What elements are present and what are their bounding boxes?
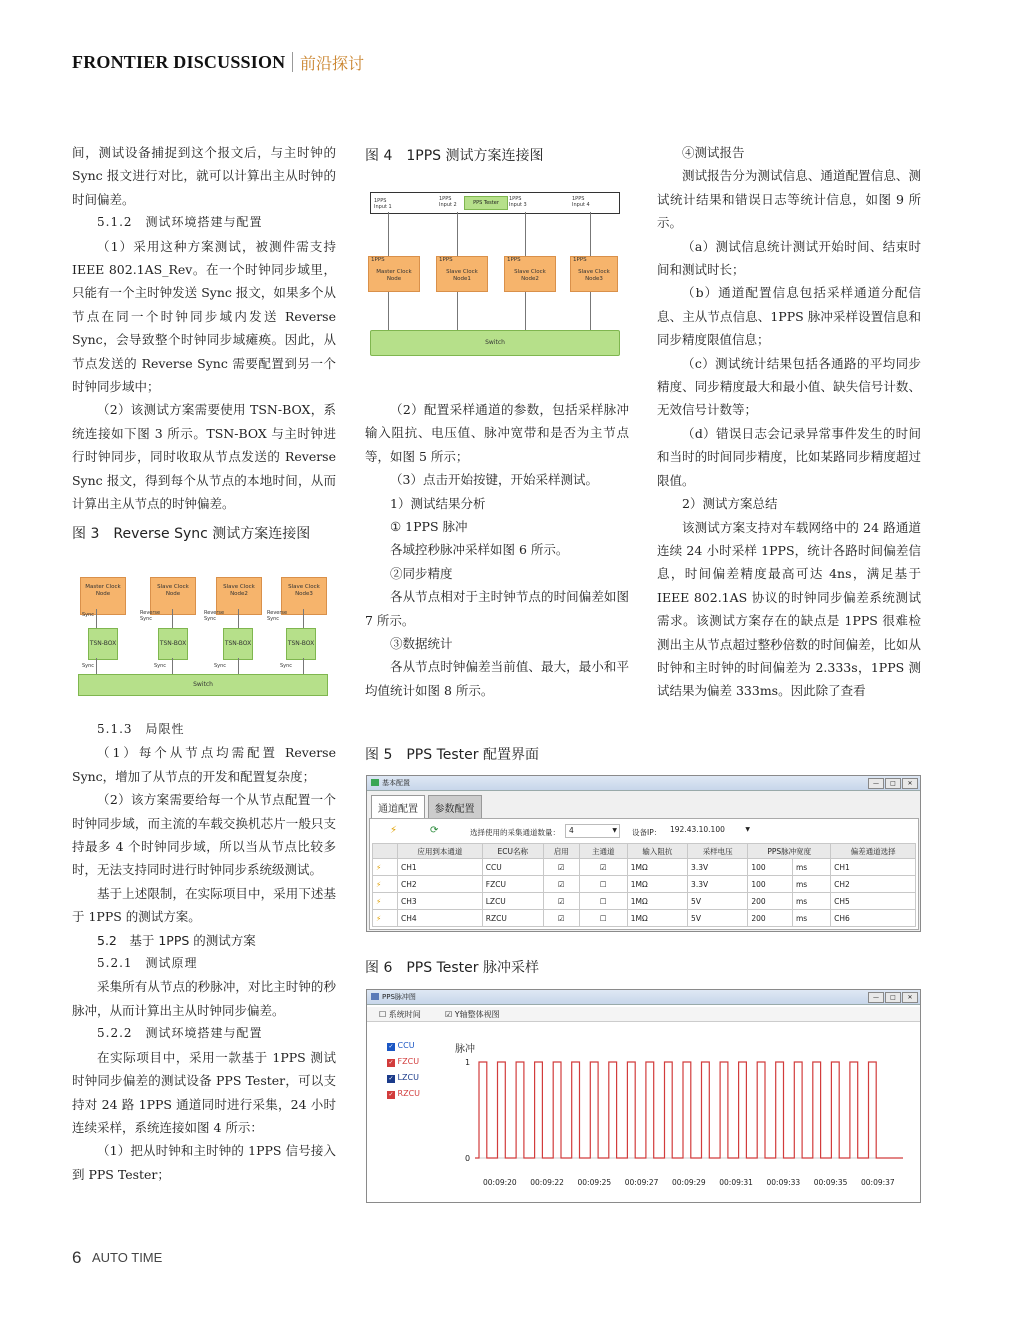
select-cell[interactable]: 3.3V <box>688 876 748 893</box>
reverse-sync-label: Reverse Sync <box>140 610 161 622</box>
paragraph: 各域控秒脉冲采样如图 6 所示。 <box>390 542 569 558</box>
x-tick: 00:09:31 <box>719 1178 753 1187</box>
checkbox-system-time[interactable]: ☐ 系统时间 <box>379 1010 421 1019</box>
sync-label: Sync <box>214 663 227 669</box>
lightning-icon[interactable]: ⚡ <box>373 859 398 876</box>
connector <box>457 212 458 256</box>
input-label: 1PPS Input 1 <box>374 198 392 210</box>
y-tick: 0 <box>465 1154 471 1163</box>
select-cell[interactable]: 3.3V <box>688 859 748 876</box>
column-header: 应用到本通道 <box>398 844 483 859</box>
paragraph: （3）点击开始按键，开始采样测试。 <box>390 472 598 488</box>
cell: CH3 <box>398 893 483 910</box>
reverse-sync-label: Reverse Sync <box>204 610 225 622</box>
pps-label: 1PPS <box>507 257 521 263</box>
minimize-button[interactable]: — <box>868 992 884 1003</box>
pps-label: 1PPS <box>371 257 385 263</box>
device-ip-label: 设备IP： <box>632 828 662 837</box>
column-header: 启用 <box>543 844 579 859</box>
tsn-box: TSN-BOX <box>88 628 118 660</box>
table-row[interactable] <box>373 910 916 927</box>
maximize-button[interactable]: □ <box>885 778 901 789</box>
input-label: 1PPS Input 2 <box>439 196 457 208</box>
paragraph: （1）把从时钟和主时钟的 1PPS 信号接入到 PPS Tester； <box>72 1143 336 1182</box>
channel-table <box>372 843 916 927</box>
checkbox-label: 系统时间 <box>388 1010 421 1019</box>
checkbox[interactable]: ☑ <box>579 859 627 876</box>
window-titlebar <box>367 776 920 791</box>
window-titlebar <box>367 990 920 1005</box>
column-header: 偏差通道选择 <box>831 844 916 859</box>
select-value: 4 <box>569 826 574 835</box>
maximize-button[interactable]: □ <box>885 992 901 1003</box>
figure-6-caption: 图 6 PPS Tester 脉冲采样 <box>365 960 539 976</box>
node-label: Slave Clock Node2 <box>223 584 255 597</box>
y-tick: 1 <box>465 1058 471 1067</box>
select-cell[interactable]: 1MΩ <box>627 859 687 876</box>
legend-label: LZCU <box>397 1073 419 1082</box>
column-header: 主通道 <box>579 844 627 859</box>
paragraph: 各从节点时钟偏差当前值、最大，最小和平均值统计如图 8 所示。 <box>365 659 629 698</box>
table-header <box>373 844 916 859</box>
x-tick: 00:09:25 <box>577 1178 612 1187</box>
pulse-chart <box>475 1050 903 1170</box>
options-bar <box>367 1007 920 1022</box>
select-cell[interactable]: 5V <box>688 910 748 927</box>
node-label: Master Clock Node <box>376 269 412 282</box>
select-cell[interactable]: 5V <box>688 893 748 910</box>
sync-label: Sync <box>280 663 293 669</box>
figure-4-caption: 图 4 1PPS 测试方案连接图 <box>365 148 544 164</box>
connector <box>96 609 97 629</box>
slave-clock-node-3 <box>281 577 327 615</box>
switch-box: Switch <box>370 330 620 356</box>
legend-label: CCU <box>397 1041 415 1050</box>
channel-count-label: 选择使用的采集通道数量： <box>470 828 560 837</box>
node-label: Slave Clock Node <box>157 584 189 597</box>
column-3 <box>657 141 921 703</box>
paragraph: 各从节点相对于主时钟节点的时间偏差如图 7 所示。 <box>365 589 629 628</box>
node-label: Slave Clock Node2 <box>514 269 546 282</box>
node-label: Slave Clock Node3 <box>288 584 320 597</box>
checkbox[interactable]: ☐ <box>579 876 627 893</box>
pps-tester-label: PPS Tester <box>464 196 508 210</box>
close-button[interactable]: ✕ <box>902 992 918 1003</box>
paragraph: 该测试方案支持对车载网络中的 24 路通道连续 24 小时采样 1PPS，统计各路时间偏差信息，时间偏差精度最高可达 4ns，满足基于 IEEE 802.1AS 协议的时钟同步偏差系统测试需求。该测试方案存在的缺点是 1PPS 很难检测出主从节点超过整秒倍数的时间偏差，比如从时钟和主时钟的时间偏差为 2.333s，1PPS 测试结果为偏差 333ms。因此除了查看 <box>657 519 921 699</box>
sync-label: Sync <box>82 663 95 669</box>
pulse-window <box>366 989 921 1203</box>
tsn-box: TSN-BOX <box>223 628 253 660</box>
input-label: 1PPS Input 4 <box>572 196 590 208</box>
slave-clock-node-2 <box>504 256 556 292</box>
legend-item[interactable] <box>387 1086 420 1102</box>
section-header-en: FRONTIER DISCUSSION <box>72 52 286 72</box>
select-cell[interactable]: ms <box>792 859 830 876</box>
checkbox[interactable]: ✓ <box>388 1091 394 1098</box>
lightning-icon[interactable]: ⚡ <box>373 876 398 893</box>
x-tick: 00:09:37 <box>861 1178 895 1187</box>
table-row[interactable] <box>373 893 916 910</box>
paragraph: （1）每个从节点均需配置 Reverse Sync，增加了从节点的开发和配置复杂度； <box>72 745 336 784</box>
tab-bar <box>371 795 482 817</box>
figure-3-diagram <box>78 564 330 700</box>
checkbox[interactable]: ☐ <box>579 910 627 927</box>
close-button[interactable]: ✕ <box>902 778 918 789</box>
checkbox-y-axis-view[interactable]: ☑ Y轴整体视图 <box>445 1010 500 1019</box>
cell: CH4 <box>398 910 483 927</box>
figure-4-diagram <box>368 190 620 358</box>
subsection-heading: 5.2.1 测试原理 <box>97 956 198 971</box>
x-tick: 00:09:35 <box>813 1178 848 1187</box>
legend-label: RZCU <box>397 1089 421 1098</box>
checkbox[interactable]: ✓ <box>388 1059 394 1066</box>
window-title: PPS脉冲图 <box>382 993 416 1001</box>
legend-item[interactable] <box>387 1070 420 1086</box>
cell[interactable]: RZCU <box>482 910 543 927</box>
refresh-icon[interactable]: ⟳ <box>430 825 439 836</box>
paragraph: （2）该方案需要给每一个从节点配置一个时钟同步域，而主流的车载交换机芯片一般只支持最多 4 个时钟同步域，所以当从节点比较多时，无法支持同时进行时钟同步系统级测试。 <box>72 792 336 878</box>
figure-5-caption: 图 5 PPS Tester 配置界面 <box>365 747 539 763</box>
select-cell[interactable]: 1MΩ <box>627 876 687 893</box>
x-tick: 00:09:27 <box>624 1178 659 1187</box>
header-divider <box>292 52 293 72</box>
connector <box>303 609 304 629</box>
paragraph: （2）配置采样通道的参数，包括采样脉冲输入阻抗、电压值、脉冲宽带和是否为主节点等，如图 5 所示； <box>365 402 629 464</box>
connector <box>96 658 97 674</box>
cell: CH2 <box>398 876 483 893</box>
column-2 <box>365 398 629 702</box>
connector <box>525 212 526 256</box>
switch-box: Switch <box>78 674 328 696</box>
column-header: PPS脉冲宽度 <box>748 844 831 859</box>
checkbox-label: Y轴整体视图 <box>454 1010 500 1019</box>
section-header-cn: 前沿探讨 <box>300 54 365 73</box>
connector <box>238 658 239 674</box>
sync-label: Sync <box>82 612 95 618</box>
lightning-icon[interactable]: ⚡ <box>373 910 398 927</box>
tsn-box: TSN-BOX <box>158 628 188 660</box>
magazine-name: AUTO TIME <box>92 1250 163 1265</box>
paragraph: ②同步精度 <box>390 565 453 581</box>
connector <box>172 609 173 629</box>
lightning-icon[interactable]: ⚡ <box>373 893 398 910</box>
paragraph: 2）测试方案总结 <box>682 496 778 512</box>
pps-label: 1PPS <box>439 257 453 263</box>
slave-clock-node-3 <box>570 256 618 292</box>
select-cell[interactable]: ms <box>792 910 830 927</box>
select-cell[interactable]: 1MΩ <box>627 910 687 927</box>
cell[interactable]: FZCU <box>482 876 543 893</box>
column-header: ECU名称 <box>482 844 543 859</box>
chevron-down-icon: ▼ <box>612 827 617 834</box>
x-tick: 00:09:29 <box>672 1178 706 1187</box>
paragraph: ③数据统计 <box>390 636 453 652</box>
checkbox[interactable]: ☐ <box>579 893 627 910</box>
config-window <box>366 775 921 932</box>
cell[interactable]: CCU <box>482 859 543 876</box>
section-heading: 5.2 基于 1PPS 的测试方案 <box>97 932 256 948</box>
subsection-heading: 5.2.2 测试环境搭建与配置 <box>97 1026 263 1041</box>
app-icon <box>371 779 379 786</box>
select-cell[interactable]: CH5 <box>831 893 916 910</box>
paragraph: 间，测试设备捕捉到这个报文后，与主时钟的 Sync 报文进行对比，就可以计算出主从时钟的时间偏差。 <box>72 145 336 207</box>
connector <box>590 212 591 256</box>
select-value: 192.43.10.100 <box>670 825 725 834</box>
column-header: 输入阻抗 <box>627 844 687 859</box>
paragraph: （c）测试统计结果包括各通路的平均同步精度、同步精度最大和最小值、缺失信号计数、无效信号计数等； <box>657 355 921 418</box>
checkbox[interactable]: ☑ <box>543 893 579 910</box>
cell[interactable]: 200 <box>748 893 793 910</box>
x-tick: 00:09:22 <box>530 1178 564 1187</box>
paragraph: ① 1PPS 脉冲 <box>390 519 468 535</box>
master-clock-node <box>368 256 420 292</box>
select-cell[interactable]: CH2 <box>831 876 916 893</box>
cell[interactable]: LZCU <box>482 893 543 910</box>
sync-label: Sync <box>154 663 167 669</box>
select-cell[interactable]: ms <box>792 876 830 893</box>
checkbox[interactable]: ✓ <box>388 1075 394 1082</box>
tab-channel-config[interactable]: 通道配置 <box>371 795 425 819</box>
connector <box>457 292 458 330</box>
x-tick: 00:09:33 <box>766 1178 801 1187</box>
slave-clock-node-1 <box>436 256 488 292</box>
minimize-button[interactable]: — <box>868 778 884 789</box>
column-header: 采样电压 <box>688 844 748 859</box>
legend <box>387 1038 420 1102</box>
column-1 <box>72 141 336 516</box>
channel-count-select[interactable] <box>565 824 620 838</box>
connector <box>590 292 591 330</box>
select-cell[interactable]: CH6 <box>831 910 916 927</box>
paragraph: 在实际项目中，采用一款基于 1PPS 测试时钟同步偏差的测试设备 PPS Tester，可以支持对 24 路 1PPS 通道同时进行采集，24 小时连续采样，系统连接如图 4 所示： <box>72 1049 336 1135</box>
device-ip-select[interactable] <box>670 824 752 836</box>
connector <box>303 658 304 674</box>
tsn-box: TSN-BOX <box>286 628 316 660</box>
paragraph: （d）错误日志会记录异常事件发生的时间和当时的时间同步精度，比如某路同步精度超过限值。 <box>657 425 921 488</box>
reverse-sync-label: Reverse Sync <box>267 610 288 622</box>
connector <box>238 609 239 629</box>
page-number: 6 <box>72 1248 82 1267</box>
checkbox[interactable]: ✓ <box>388 1043 394 1050</box>
paragraph: （a）测试信息统计测试开始时间、结束时间和测试时长； <box>657 238 921 278</box>
pps-label: 1PPS <box>573 257 587 263</box>
table-row[interactable] <box>373 859 916 876</box>
column-1-lower <box>72 718 336 1186</box>
y-axis-label: 脉冲 <box>455 1044 475 1055</box>
legend-item[interactable] <box>387 1038 420 1054</box>
legend-item[interactable] <box>387 1054 420 1070</box>
figure-3-caption: 图 3 Reverse Sync 测试方案连接图 <box>72 526 311 542</box>
tab-param-config[interactable]: 参数配置 <box>428 795 482 819</box>
paragraph: （b）通道配置信息包括采样通道分配信息、主从节点信息、1PPS 脉冲采样设置信息和同步精度限值信息； <box>657 285 921 348</box>
node-label: Master Clock Node <box>85 584 121 597</box>
paragraph: （1）采用这种方案测试，被测件需支持 IEEE 802.1AS_Rev。在一个时钟同步域里，只能有一个主时钟发送 Sync 报文，如果多个从节点在同一个时钟同步域内发送 Reverse Sync，会导致整个时钟同步域瘫痪。因此，从节点发送的 Reverse Sync 需要配置到另一个时钟同步域中； <box>72 238 336 395</box>
select-cell[interactable]: 1MΩ <box>627 893 687 910</box>
connector <box>172 658 173 674</box>
pulse-series-line <box>475 1062 903 1158</box>
subsection-heading: 5.1.3 局限性 <box>97 722 185 736</box>
legend-label: FZCU <box>397 1057 420 1066</box>
chevron-down-icon: ▼ <box>745 826 750 833</box>
cell[interactable]: 100 <box>748 859 793 876</box>
select-cell[interactable]: ms <box>792 893 830 910</box>
cell[interactable]: 200 <box>748 910 793 927</box>
node-label: Slave Clock Node1 <box>446 269 478 282</box>
checkbox[interactable]: ☑ <box>543 910 579 927</box>
paragraph: 1）测试结果分析 <box>390 495 486 511</box>
paragraph: （2）该测试方案需要使用 TSN-BOX，系统连接如下图 3 所示。TSN-BOX 与主时钟进行时钟同步，同时收取从节点发送的 Reverse Sync 报文，得到每个从节点的本地时间，从而计算出主从节点的时钟偏差。 <box>72 402 336 512</box>
paragraph: 测试报告分为测试信息、通道配置信息、测试统计结果和错误日志等统计信息，如图 9 所示。 <box>657 168 921 231</box>
node-label: Slave Clock Node3 <box>578 269 610 282</box>
master-clock-node <box>80 577 126 615</box>
window-title: 基本配置 <box>382 779 410 787</box>
cell: CH1 <box>398 859 483 876</box>
subsection-heading: 5.1.2 测试环境搭建与配置 <box>97 215 263 230</box>
x-axis-ticks <box>475 1178 903 1190</box>
checkbox[interactable]: ☑ <box>543 876 579 893</box>
x-tick: 00:09:20 <box>483 1178 517 1187</box>
input-label: 1PPS Input 3 <box>509 196 527 208</box>
paragraph: 采集所有从节点的秒脉冲，对比主时钟的秒脉冲，从而计算出主从时钟同步偏差。 <box>72 979 336 1018</box>
connector <box>525 292 526 330</box>
paragraph: 基于上述限制，在实际项目中，采用下述基于 1PPS 的测试方案。 <box>72 885 336 925</box>
select-cell[interactable]: CH1 <box>831 859 916 876</box>
table-row[interactable] <box>373 876 916 893</box>
paragraph: ④测试报告 <box>682 145 745 160</box>
app-icon <box>371 993 379 1000</box>
tab-content <box>369 818 919 930</box>
cell[interactable]: 100 <box>748 876 793 893</box>
lightning-icon[interactable]: ⚡ <box>390 825 398 836</box>
checkbox[interactable]: ☑ <box>543 859 579 876</box>
